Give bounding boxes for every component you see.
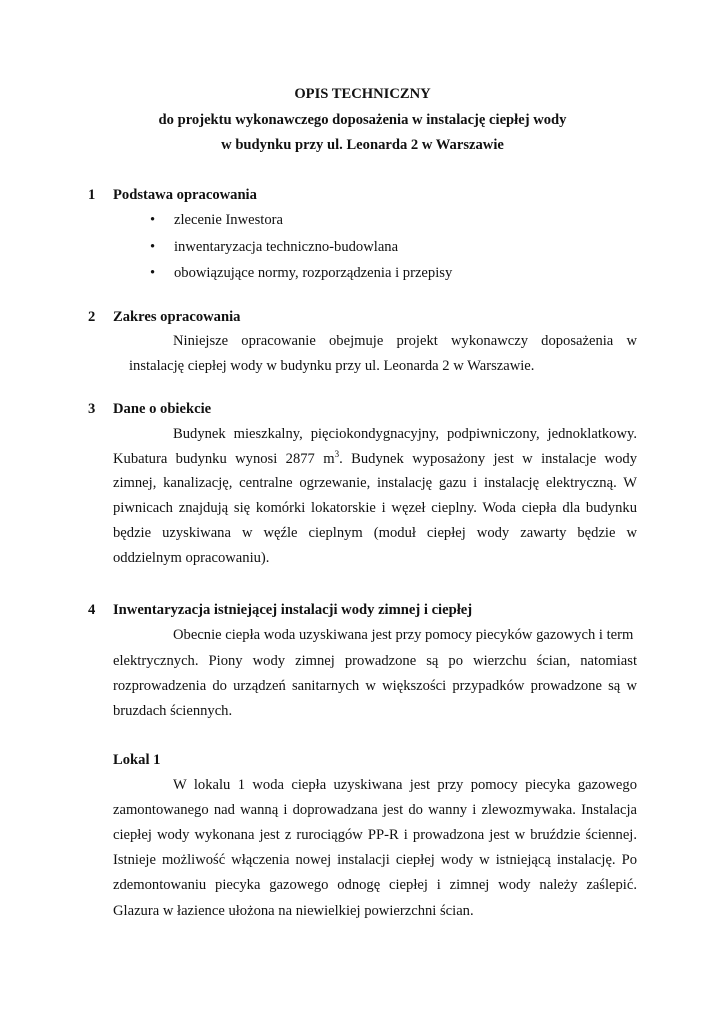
paragraph-line: Glazura w łazience ułożona na niewielkiej powierzchni ścian.: [113, 903, 474, 919]
paragraph-line: Obecnie ciepła woda uzyskiwana jest przy pomocy piecyków gazowych i term: [173, 627, 634, 643]
paragraph-line: instalację ciepłej wody w budynku przy ul. Leonarda 2 w Warszawie.: [129, 358, 535, 374]
paragraph-line: będzie uzyskiwana w węźle cieplnym (moduł ciepłej wody zawarty będzie w: [113, 525, 637, 541]
paragraph-line: W lokalu 1 woda ciepła uzyskiwana jest przy pomocy piecyka gazowego: [173, 777, 637, 793]
section-3-heading: Dane o obiekcie: [113, 401, 212, 417]
paragraph-line: Niniejsze opracowanie obejmuje projekt wykonawczy doposażenia w: [173, 333, 637, 349]
section-3-number: 3: [88, 401, 96, 417]
bullet-icon: •: [150, 265, 156, 281]
paragraph-line: rozprowadzenia do urządzeń sanitarnych w większości przypadków prowadzone są w: [113, 678, 637, 694]
document-title: OPIS TECHNICZNY: [294, 86, 431, 102]
paragraph-line: Istnieje możliwość włączenia nowej instalacji ciepłej wody w istniejącą instalację. Po: [113, 852, 637, 868]
paragraph-line: zimnej, kanalizację, centralne ogrzewanie, instalację gazu i instalację elektryczną. W: [113, 475, 637, 491]
subsection-heading: Lokal 1: [113, 752, 161, 768]
list-item: obowiązujące normy, rozporządzenia i przepisy: [174, 265, 453, 281]
paragraph-line: zamontowanego nad wanną i doprowadzana jest do wanny i zlewozmywaka. Instalacja: [113, 802, 637, 818]
section-2-heading: Zakres opracowania: [113, 309, 241, 325]
paragraph-line: elektrycznych. Piony wody zimnej prowadzone są po wierzchu ścian, natomiast: [113, 653, 637, 669]
section-2-number: 2: [88, 309, 96, 325]
paragraph-line: Budynek mieszkalny, pięciokondygnacyjny, podpiwniczony, jednoklatkowy.: [173, 426, 637, 442]
section-4-heading: Inwentaryzacja istniejącej instalacji wody zimnej i ciepłej: [113, 602, 473, 618]
paragraph-line: ciepłej wody wykonana jest z rurociągów PP-R i prowadzona jest w bruździe ściennej.: [113, 827, 637, 843]
superscript: 3: [334, 449, 340, 459]
paragraph-line: bruzdach ściennych.: [113, 703, 233, 719]
bullet-icon: •: [150, 212, 156, 228]
paragraph-line: piwnicach znajdują się komórki lokatorskie i węzeł cieplny. Woda ciepła dla budynku: [113, 500, 637, 516]
paragraph-line: [113, 451, 637, 468]
paragraph-line: oddzielnym opracowaniu).: [113, 550, 270, 566]
document-subtitle-1: do projektu wykonawczego doposażenia w instalację ciepłej wody: [158, 112, 567, 128]
paragraph-text: . Budynek wyposażony jest w instalacje wody: [339, 451, 637, 467]
section-4-number: 4: [88, 602, 96, 618]
section-1-number: 1: [88, 187, 96, 203]
paragraph-line: zdemontowaniu piecyka gazowego odnogę ciepłej i zimnej wody należy zaślepić.: [113, 877, 637, 893]
section-1-heading: Podstawa opracowania: [113, 187, 257, 203]
volume-text: Kubatura budynku wynosi 2877 m: [113, 451, 335, 467]
bullet-icon: •: [150, 239, 156, 255]
list-item: zlecenie Inwestora: [174, 212, 283, 228]
list-item: inwentaryzacja techniczno-budowlana: [174, 239, 399, 255]
document-subtitle-2: w budynku przy ul. Leonarda 2 w Warszawie: [221, 137, 504, 153]
